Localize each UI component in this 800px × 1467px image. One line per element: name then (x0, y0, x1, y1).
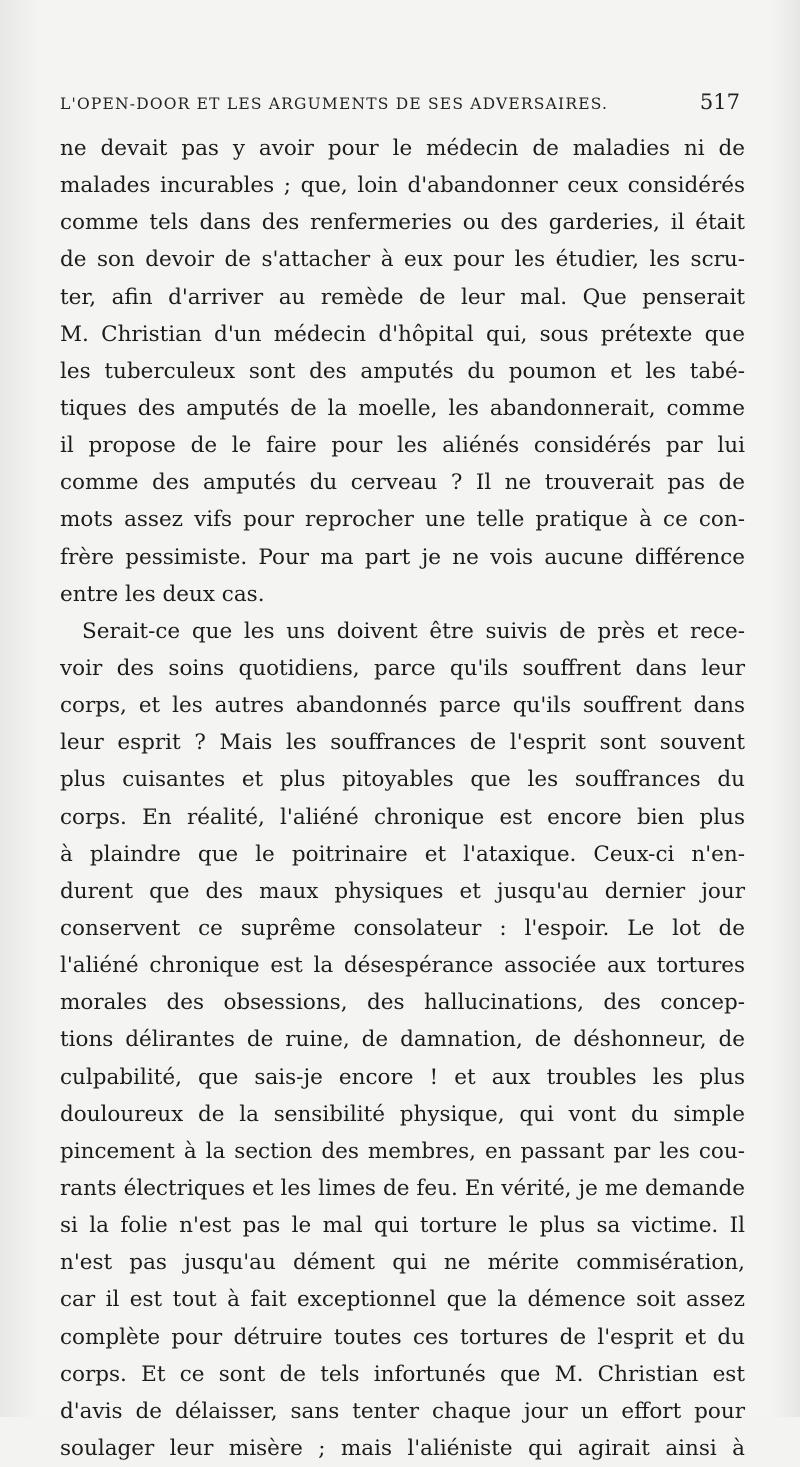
text-line: voir des soins quotidiens, parce qu'ils souffrent dans leur (60, 655, 745, 681)
text-line: de son devoir de s'attacher à eux pour les étudier, les scru- (60, 247, 745, 273)
text-line: corps, et les autres abandonnés parce qu'ils souffrent dans (60, 693, 745, 719)
text-line: n'est pas jusqu'au dément qui ne mérite commisération, (60, 1250, 745, 1276)
text-line: d'avis de délaisser, sans tenter chaque jour un effort pour (60, 1398, 745, 1424)
text-line: frère pessimiste. Pour ma part je ne vois aucune différence (60, 544, 745, 570)
text-line: morales des obsessions, des hallucinations, des concep- (60, 990, 745, 1016)
text-line: leur esprit ? Mais les souffrances de l'esprit sont souvent (60, 730, 745, 756)
text-line: rants électriques et les limes de feu. En vérité, je me demande (60, 1175, 745, 1201)
text-line: pincement à la section des membres, en passant par les cou- (60, 1138, 745, 1164)
text-line: si la folie n'est pas le mal qui torture le plus sa victime. Il (60, 1213, 745, 1239)
text-line: les tuberculeux sont des amputés du poumon et les tabé- (60, 358, 745, 384)
text-line: corps. Et ce sont de tels infortunés que M. Christian est (60, 1361, 745, 1387)
text-line: durent que des maux physiques et jusqu'au dernier jour (60, 878, 745, 904)
text-line: plus cuisantes et plus pitoyables que les souffrances du (60, 767, 745, 793)
text-line: soulager leur misère ; mais l'aliéniste qui agirait ainsi à (60, 1435, 745, 1461)
text-line: car il est tout à fait exceptionnel que la démence soit assez (60, 1287, 745, 1313)
text-line: comme des amputés du cerveau ? Il ne trouverait pas de (60, 470, 745, 496)
text-line: comme tels dans des renfermeries ou des garderies, il était (60, 210, 745, 236)
text-line: tiques des amputés de la moelle, les abandonnerait, comme (60, 395, 745, 421)
text-line: M. Christian d'un médecin d'hôpital qui, sous prétexte que (60, 321, 745, 347)
text-line: ter, afin d'arriver au remède de leur mal. Que penserait (60, 284, 745, 310)
text-line: conservent ce suprême consolateur : l'espoir. Le lot de (60, 915, 745, 941)
page-number: 517 (699, 90, 740, 114)
text-line: corps. En réalité, l'aliéné chronique est encore bien plus (60, 804, 745, 830)
text-line: tions délirantes de ruine, de damnation, de déshonneur, de (60, 1027, 745, 1053)
running-title: L'OPEN-DOOR ET LES ARGUMENTS DE SES ADVERSAIRES. (60, 95, 609, 113)
text-line: douloureux de la sensibilité physique, qui vont du simple (60, 1101, 745, 1127)
text-line: complète pour détruire toutes ces tortures de l'esprit et du (60, 1324, 745, 1350)
text-line: malades incurables ; que, loin d'abandonner ceux considérés (60, 173, 745, 199)
text-line: l'aliéné chronique est la désespérance associée aux tortures (60, 953, 745, 979)
text-line: à plaindre que le poitrinaire et l'ataxique. Ceux-ci n'en- (60, 841, 745, 867)
text-line: Serait-ce que les uns doivent être suivis de près et rece- (82, 618, 745, 644)
text-line: mots assez vifs pour reprocher une telle pratique à ce con- (60, 507, 745, 533)
text-line: entre les deux cas. (60, 581, 265, 607)
text-line: ne devait pas y avoir pour le médecin de maladies ni de (60, 136, 745, 161)
text-line: culpabilité, que sais-je encore ! et aux troubles les plus (60, 1064, 745, 1090)
text-line: il propose de le faire pour les aliénés considérés par lui (60, 433, 745, 459)
body-text (60, 130, 745, 1467)
running-head (60, 90, 740, 120)
